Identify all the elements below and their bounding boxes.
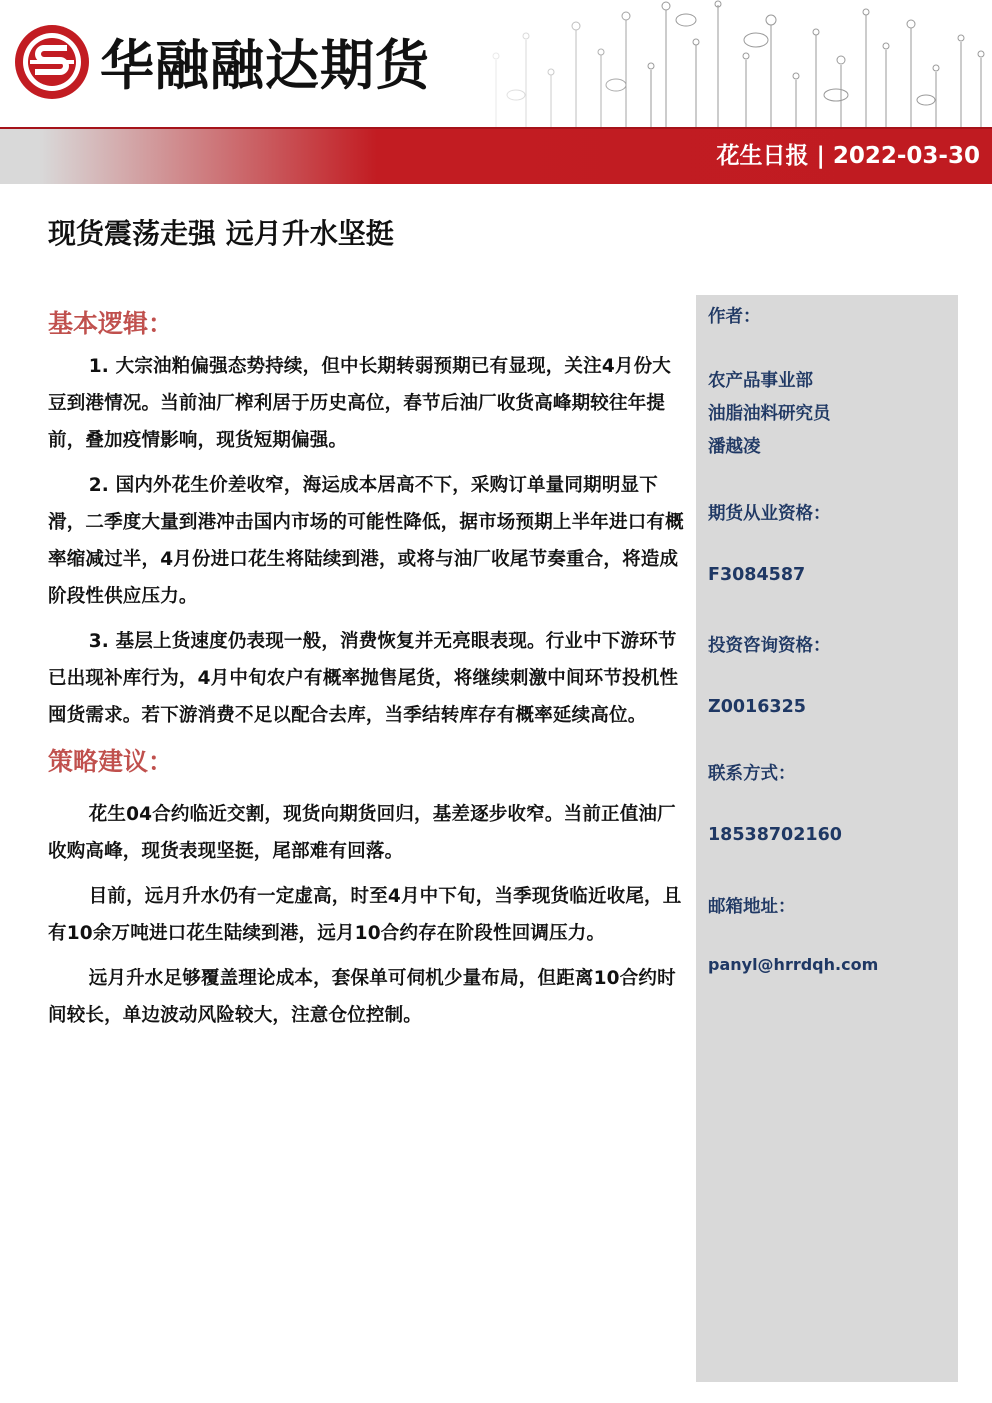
page-title: 现货震荡走强 远月升水坚挺 [48, 217, 394, 250]
paragraph: 花生04合约临近交割，现货向期货回归，基差逐步收窄。当前正值油厂收购高峰，现货表现坚挺，尾部难有回落。 [48, 804, 676, 862]
paragraph: 3. 基层上货速度仍表现一般，消费恢复并无亮眼表现。行业中下游环节已出现补库行为，4月中旬农户有概率抛售尾货，将继续刺激中间环节投机性囤货需求。若下游消费不足以配合去库，当季结转库存有概率延续高位。 [48, 631, 679, 726]
email-label: 邮箱地址： [708, 897, 796, 917]
section-title-logic: 基本逻辑： [48, 309, 174, 338]
report-label: 花生日报 | 2022-03-30 [716, 143, 980, 169]
contact-value: 18538702160 [708, 825, 842, 845]
paragraph: 目前，远月升水仍有一定虚高，时至4月中下旬，当季现货临近收尾，且有10余万吨进口花生陆续到港，远月10合约存在阶段性回调压力。 [48, 886, 682, 944]
section-title-strategy: 策略建议： [48, 747, 174, 776]
report-banner [0, 127, 992, 184]
author-name: 潘越凌 [708, 437, 761, 457]
author-label: 作者： [708, 307, 761, 327]
main-content [48, 300, 686, 1034]
contact-label: 联系方式： [708, 764, 796, 784]
department: 农产品事业部 [708, 371, 813, 391]
invest-qual-label: 投资咨询资格： [708, 636, 831, 656]
position: 油脂油料研究员 [708, 404, 831, 424]
paragraph: 2. 国内外花生价差收窄，海运成本居高不下，采购订单量同期明显下滑，二季度大量到港冲击国内市场的可能性降低，据市场预期上半年进口有概率缩减过半，4月份进口花生将陆续到港，或将与油厂收尾节奏重合，将造成阶段性供应压力。 [48, 475, 684, 607]
email-value[interactable]: panyl@hrrdqh.com [708, 955, 879, 974]
paragraph: 远月升水足够覆盖理论成本，套保单可伺机少量布局，但距离10合约时间较长，单边波动风险较大，注意仓位控制。 [48, 968, 676, 1026]
invest-qual-value: Z0016325 [708, 697, 806, 717]
decorative-pattern [456, 0, 992, 128]
company-name: 华融融达期货 [100, 34, 430, 97]
company-logo-icon [12, 22, 92, 102]
futures-qual-label: 期货从业资格： [708, 504, 831, 524]
futures-qual-value: F3084587 [708, 565, 806, 585]
author-sidebar [696, 295, 958, 1382]
paragraph: 1. 大宗油粕偏强态势持续，但中长期转弱预期已有显现，关注4月份大豆到港情况。当前油厂榨利居于历史高位，春节后油厂收货高峰期较往年提前，叠加疫情影响，现货短期偏强。 [48, 356, 672, 451]
